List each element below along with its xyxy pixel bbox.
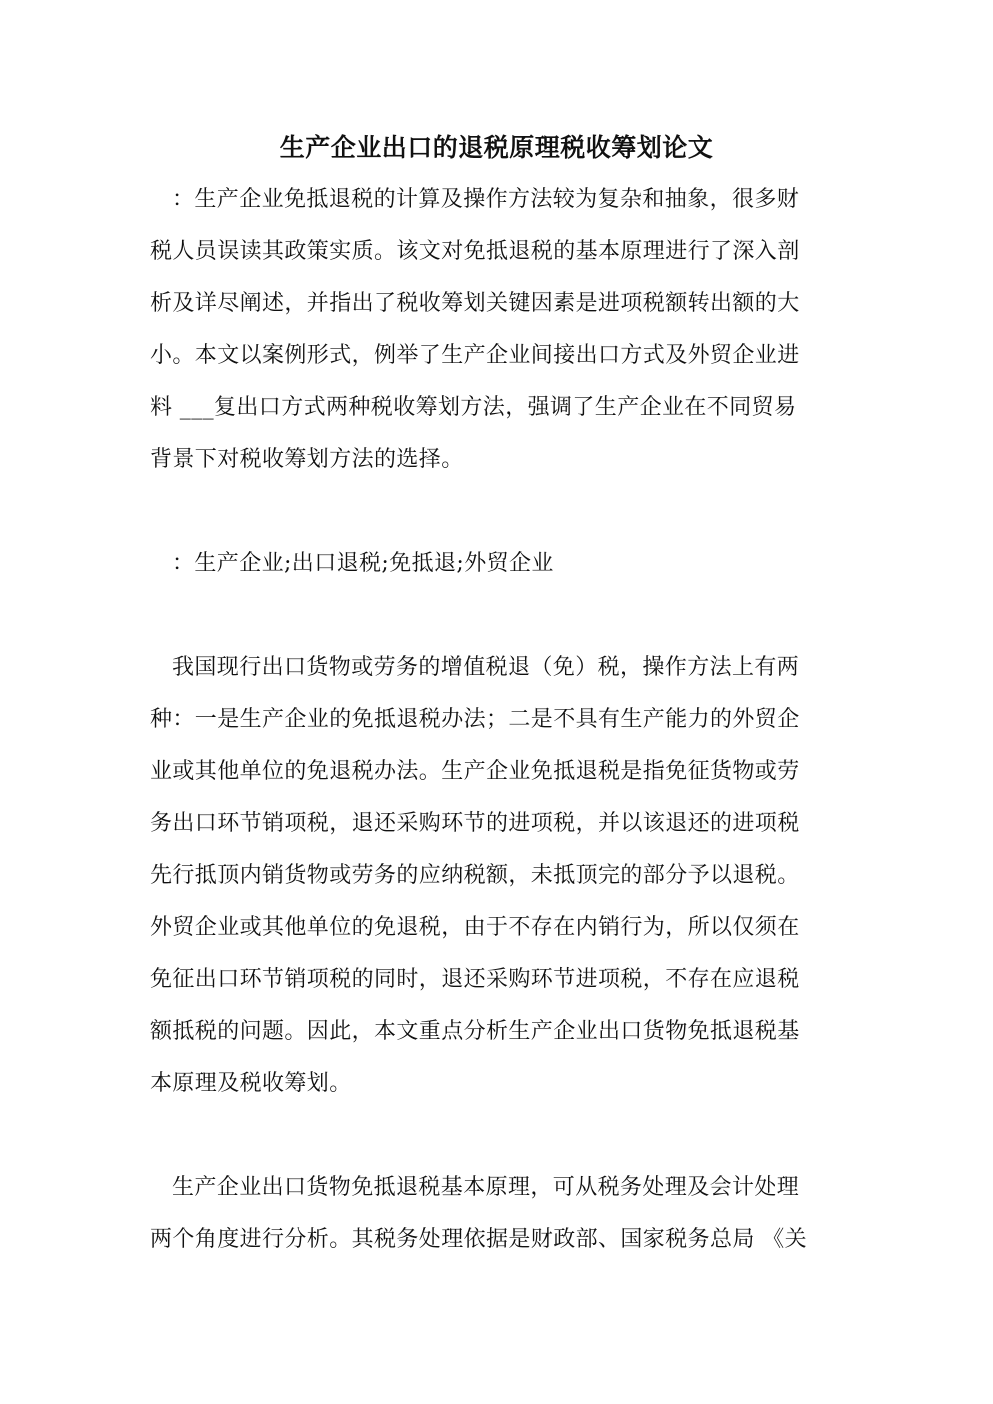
abstract-line: 税人员误读其政策实质。该文对免抵退税的基本原理进行了深入剖 <box>150 239 800 264</box>
document-title: 生产企业出口的退税原理税收筹划论文 <box>279 133 714 162</box>
paragraph-line: 先行抵顶内销货物或劳务的应纳税额，未抵顶完的部分予以退税。 <box>150 863 800 888</box>
paragraph-line: 本原理及税收筹划。 <box>150 1071 352 1096</box>
paragraph-line: 务出口环节销项税，退还采购环节的进项税，并以该退还的进项税 <box>150 811 800 836</box>
paragraph-line: 业或其他单位的免退税办法。生产企业免抵退税是指免征货物或劳 <box>150 759 800 784</box>
paragraph-line: 生产企业出口货物免抵退税基本原理，可从税务处理及会计处理 <box>172 1175 800 1200</box>
paragraph-line: 外贸企业或其他单位的免退税，由于不存在内销行为，所以仅须在 <box>150 915 800 940</box>
paragraph-line: 种：一是生产企业的免抵退税办法；二是不具有生产能力的外贸企 <box>150 707 800 732</box>
abstract-line: 背景下对税收筹划方法的选择。 <box>150 447 464 472</box>
paragraph-line: 两个角度进行分析。其税务处理依据是财政部、国家税务总局 《关 <box>150 1227 807 1252</box>
paragraph-line: 额抵税的问题。因此，本文重点分析生产企业出口货物免抵退税基 <box>150 1019 800 1044</box>
abstract-line: 料 ___复出口方式两种税收筹划方法，强调了生产企业在不同贸易 <box>150 395 797 420</box>
paragraph-line: 免征出口环节销项税的同时，退还采购环节进项税，不存在应退税 <box>150 967 800 992</box>
abstract-line: ：生产企业免抵退税的计算及操作方法较为复杂和抽象，很多财 <box>172 187 800 212</box>
abstract-line: 析及详尽阐述，并指出了税收筹划关键因素是进项税额转出额的大 <box>150 291 800 316</box>
paragraph-line: 我国现行出口货物或劳务的增值税退（免）税，操作方法上有两 <box>172 655 800 680</box>
abstract-line: 小。本文以案例形式，例举了生产企业间接出口方式及外贸企业进 <box>150 343 800 368</box>
keywords-line: ：生产企业;出口退税;免抵退;外贸企业 <box>172 551 554 576</box>
